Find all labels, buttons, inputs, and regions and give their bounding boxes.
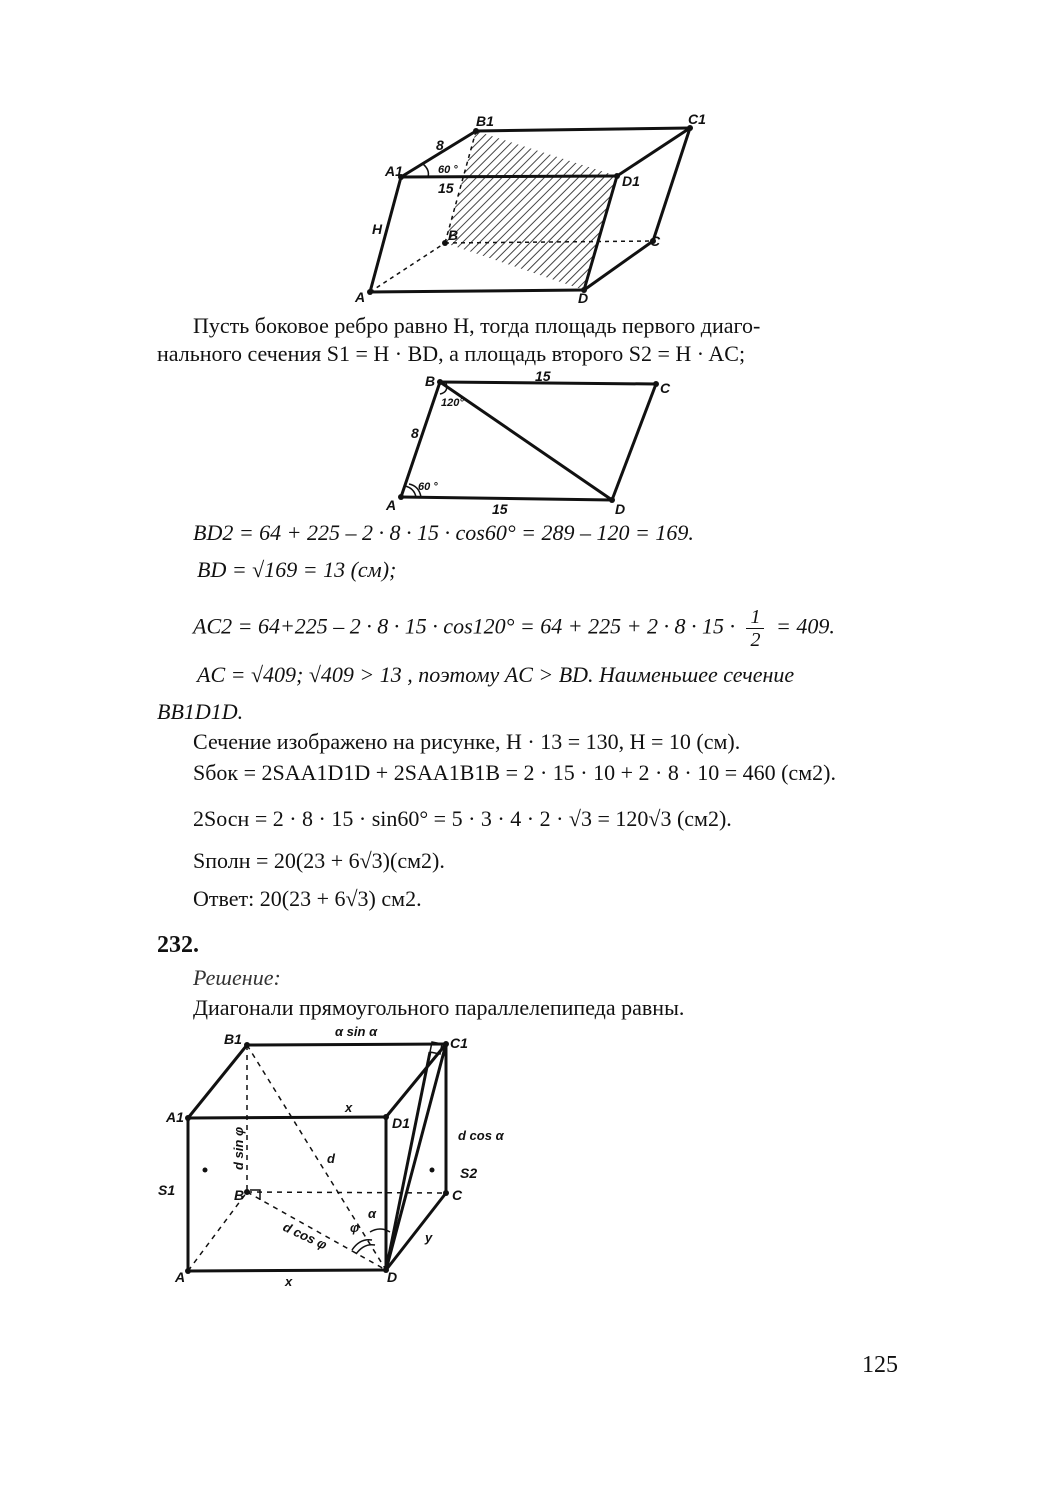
eq-bd: BD = √169 = 13 (см); — [197, 557, 397, 582]
fig3-label: A1 — [166, 1109, 184, 1125]
fraction-denominator: 2 — [750, 629, 761, 651]
fig2-label: D — [615, 501, 626, 517]
para1-line2: нального сечения S1 = H · BD, а площадь второго S2 = H · AC; — [157, 341, 746, 366]
fig2-label: 60 ° — [418, 481, 438, 493]
eq-ac-squared-left: AC2 = 64+225 – 2 · 8 · 15 · cos120° = 64 + 225 + 2 · 8 · 15 · — [193, 613, 735, 639]
fig2-label: 120° — [441, 397, 464, 409]
eq-bd-squared: BD2 = 64 + 225 – 2 · 8 · 15 · cos60° = 289 – 120 = 169. — [193, 520, 694, 545]
eq-ac-squared-right: = 409. — [775, 613, 835, 639]
fig2-label: A — [386, 497, 397, 513]
eq-bb1d1d: BB1D1D. — [157, 699, 244, 724]
fig3-label: S2 — [460, 1165, 478, 1181]
fig3-label: φ — [350, 1220, 360, 1235]
eq-ac-squared — [193, 606, 835, 651]
fig3-label: C1 — [450, 1035, 468, 1051]
fig2-label: 15 — [492, 501, 508, 517]
fig2-label: C — [660, 380, 671, 396]
fig1-label: D1 — [622, 173, 640, 189]
fig3-label: D — [387, 1269, 398, 1285]
fig1-label: 8 — [436, 137, 444, 153]
figure-rectangular-box — [150, 1025, 530, 1295]
fig3-label: x — [285, 1274, 293, 1289]
fraction-numerator: 1 — [746, 606, 764, 629]
problem-statement: Диагонали прямоугольного параллелепипеда равны. — [193, 995, 685, 1020]
fig1-label: H — [372, 221, 383, 237]
fig3-label: α — [368, 1206, 377, 1221]
fig3-label: D1 — [392, 1115, 410, 1131]
fig1-label: A — [355, 289, 366, 305]
fig2-label: 15 — [535, 368, 551, 384]
fig3-label: C — [452, 1187, 463, 1203]
fig1-label: D — [578, 290, 589, 306]
eq-s-base: 2Sосн = 2 · 8 · 15 · sin60° = 5 · 3 · 4 · 2 · √3 = 120√3 (см2). — [193, 806, 732, 831]
fig3-label: y — [425, 1230, 433, 1245]
eq-s-lateral: Sбок = 2SAA1D1D + 2SAA1B1B = 2 · 15 · 10 + 2 · 8 · 10 = 460 (см2). — [193, 760, 836, 785]
fig3-label: d cos φ — [280, 1219, 330, 1253]
fig3-label: d sin φ — [231, 1126, 246, 1170]
solution-label: Решение: — [193, 965, 281, 990]
fig3-label: α sin α — [335, 1025, 378, 1039]
fig3-label: A — [175, 1269, 186, 1285]
eq-s-total: Sполн = 20(23 + 6√3)(см2). — [193, 848, 445, 873]
fraction-half — [746, 606, 764, 651]
figure-parallelogram — [380, 368, 680, 518]
fig3-label: d cos α — [458, 1128, 504, 1143]
fig1-label: C — [650, 233, 661, 249]
fig2-label: B — [425, 373, 436, 389]
eq-ac-compare: AC = √409; √409 > 13 , поэтому AC > BD. Наименьшее сечение — [197, 662, 795, 687]
fig3-label: B1 — [224, 1031, 242, 1047]
fig1-label: 60 ° — [438, 164, 458, 176]
fig1-label: B — [448, 227, 459, 243]
fig1-label: C1 — [688, 111, 706, 127]
fig1-label: 15 — [438, 180, 454, 196]
para1-line1: Пусть боковое ребро равно H, тогда площадь первого диаго- — [193, 313, 761, 338]
fig1-label: B1 — [476, 113, 494, 129]
figure-parallelepiped — [340, 108, 720, 308]
fig2-label: 8 — [411, 425, 419, 441]
eq-section-height: Сечение изображено на рисунке, H · 13 = 130, H = 10 (см). — [193, 729, 741, 754]
problem-number: 232. — [157, 932, 199, 958]
fig3-label: x — [345, 1100, 353, 1115]
fig3-label: S1 — [158, 1182, 176, 1198]
fig3-label: d — [327, 1151, 335, 1166]
page-number: 125 — [862, 1352, 898, 1378]
fig1-label: A1 — [385, 163, 403, 179]
answer-line: Ответ: 20(23 + 6√3) см2. — [193, 886, 422, 911]
fig3-label: B — [234, 1187, 245, 1203]
